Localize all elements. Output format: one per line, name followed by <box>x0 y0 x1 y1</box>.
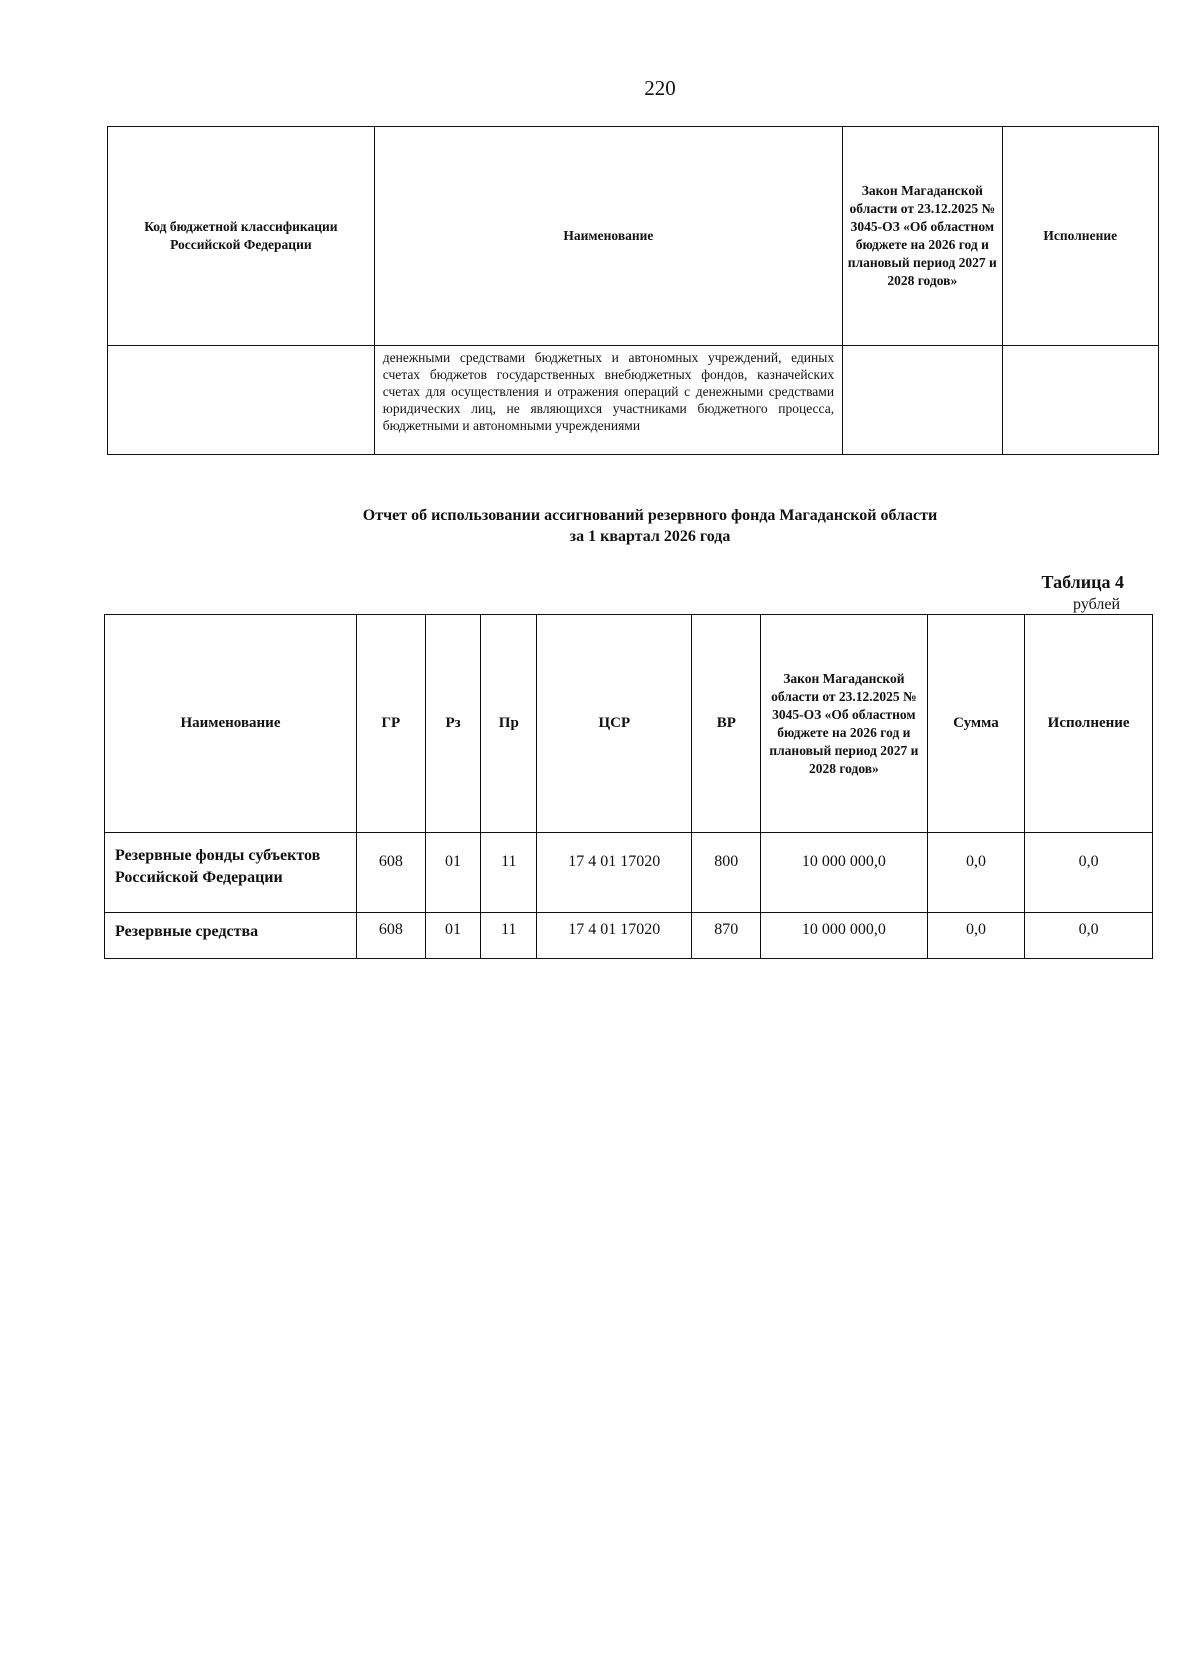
header-pr: Пр <box>481 615 537 833</box>
cell-execution: 0,0 <box>1025 833 1153 913</box>
reserve-fund-table <box>104 614 1153 959</box>
cell-sum: 0,0 <box>927 833 1025 913</box>
table-row <box>105 833 1153 913</box>
header-execution: Исполнение <box>1025 615 1153 833</box>
header-execution: Исполнение <box>1002 127 1158 346</box>
header-law: Закон Магаданской области от 23.12.2025 № 3045-ОЗ «Об областном бюджете на 2026 год и плановый период 2027 и 2028 годов» <box>761 615 927 833</box>
cell-gr: 608 <box>356 913 425 959</box>
header-law: Закон Магаданской области от 23.12.2025 № 3045-ОЗ «Об областном бюджете на 2026 год и плановый период 2027 и 2028 годов» <box>843 127 1002 346</box>
table-label: Таблица 4 <box>1041 572 1124 592</box>
cell-pr: 11 <box>481 833 537 913</box>
cell-pr: 11 <box>481 913 537 959</box>
cell-csr: 17 4 01 17020 <box>537 913 692 959</box>
header-csr: ЦСР <box>537 615 692 833</box>
cell-sum: 0,0 <box>927 913 1025 959</box>
cell-csr: 17 4 01 17020 <box>537 833 692 913</box>
table-row <box>108 346 1159 455</box>
cell-execution <box>1002 346 1158 455</box>
header-name: Наименование <box>374 127 842 346</box>
cell-code <box>108 346 375 455</box>
cell-gr: 608 <box>356 833 425 913</box>
cell-description: денежными средствами бюджетных и автономных учреждений, единых счетах бюджетов государственных внебюджетных фондов, казначейских счетах для осуществления и отражения операций с денежными средствами юридических лиц, не являющихся участниками бюджетного процесса, бюджетными и автономными учреждениями <box>374 346 842 455</box>
cell-rz: 01 <box>425 833 481 913</box>
table-header-row <box>108 127 1159 346</box>
cell-law: 10 000 000,0 <box>761 833 927 913</box>
header-sum: Сумма <box>927 615 1025 833</box>
header-gr: ГР <box>356 615 425 833</box>
table-header-row <box>105 615 1153 833</box>
page-number: 220 <box>644 76 676 100</box>
units-label: рублей <box>1073 596 1120 613</box>
cell-vr: 800 <box>692 833 761 913</box>
report-title-line1: Отчет об использовании ассигнований резервного фонда Магаданской области <box>362 507 938 524</box>
header-code: Код бюджетной классификации Российской Федерации <box>108 127 375 346</box>
header-vr: ВР <box>692 615 761 833</box>
cell-law <box>843 346 1002 455</box>
cell-execution: 0,0 <box>1025 913 1153 959</box>
cell-name: Резервные средства <box>105 913 357 959</box>
cell-rz: 01 <box>425 913 481 959</box>
report-title-line2: за 1 квартал 2026 года <box>569 528 731 545</box>
table-row <box>105 913 1153 959</box>
report-title <box>300 505 1000 547</box>
cell-name: Резервные фонды субъектов Российской Федерации <box>105 833 357 913</box>
header-rz: Рз <box>425 615 481 833</box>
cell-law: 10 000 000,0 <box>761 913 927 959</box>
header-name: Наименование <box>105 615 357 833</box>
cell-vr: 870 <box>692 913 761 959</box>
budget-classification-table <box>107 126 1159 455</box>
